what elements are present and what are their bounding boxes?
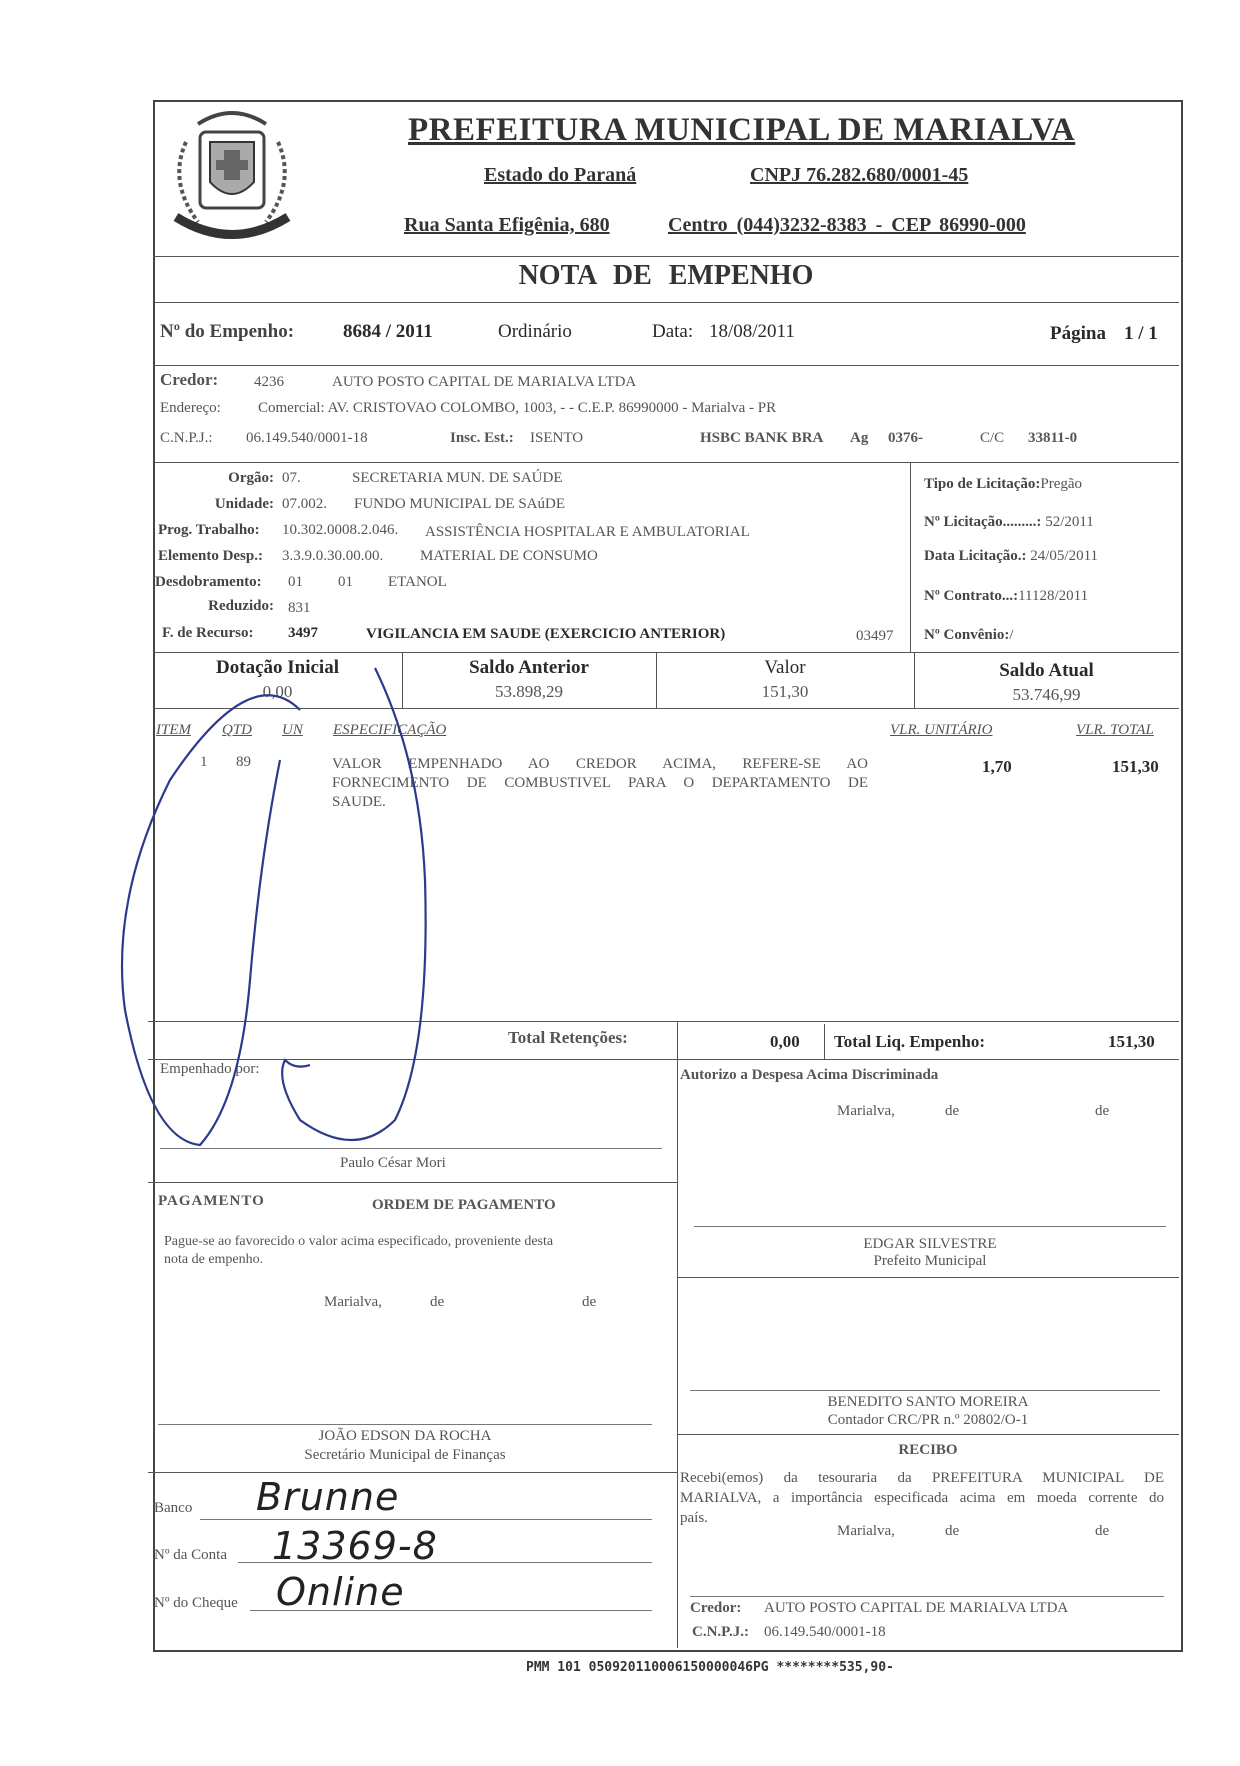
municipality-cnpj: CNPJ 76.282.680/0001-45: [750, 164, 969, 186]
credor-agency: 0376-: [888, 430, 923, 446]
account-label: C/C: [980, 430, 1005, 446]
recibo-de-2: de: [1095, 1523, 1110, 1539]
credor-label: Credor:: [160, 370, 219, 389]
fonte-code: 3497: [288, 625, 318, 641]
licitacao-number: Nº Licitação.........: 52/2011: [924, 514, 1094, 530]
unidade-label: Unidade:: [214, 496, 274, 512]
col-item: ITEM: [156, 722, 191, 738]
orgao-label: Orgão:: [228, 470, 274, 486]
col-qtd: QTD: [222, 722, 253, 738]
credor-cnpj: 06.149.540/0001-18: [246, 430, 368, 446]
desdobramento-code-b: 01: [338, 574, 353, 590]
liquido-value: 151,30: [1108, 1032, 1155, 1051]
empenho-date-label: Data:: [652, 321, 694, 342]
coat-of-arms-logo: [158, 102, 306, 250]
item-description-line2: FORNECIMENTO DE COMBUSTIVEL PARA O DEPARTAMENTO DE: [332, 775, 868, 791]
dotacao-label: Dotação Inicial: [216, 657, 339, 678]
col-unit-value: VLR. UNITÁRIO: [890, 722, 993, 738]
credor-ie: ISENTO: [530, 430, 584, 446]
item-number: 1: [200, 754, 208, 770]
page-label: Página: [1050, 323, 1106, 344]
contador-role: Contador CRC/PR n.º 20802/O-1: [827, 1412, 1029, 1428]
address-label: Endereço:: [160, 400, 221, 416]
credor-account: 33811-0: [1028, 430, 1078, 446]
unidade-code: 07.002.: [282, 496, 327, 512]
dotacao-value: 0,00: [262, 682, 293, 701]
liquido-label: Total Liq. Empenho:: [834, 1032, 985, 1051]
col-especificacao: ESPECIFICAÇÃO: [333, 722, 447, 738]
desdobramento-name: ETANOL: [388, 574, 447, 590]
empenhado-label: Empenhado por:: [160, 1061, 260, 1077]
contador-name: BENEDITO SANTO MOREIRA: [827, 1394, 1029, 1410]
reduzido-value: 831: [288, 600, 311, 616]
item-qtd: 89: [236, 754, 251, 770]
recibo-de-1: de: [945, 1523, 960, 1539]
pagamento-de-1: de: [430, 1294, 445, 1310]
empenho-number: 8684 / 2011: [343, 321, 433, 342]
credor-bank: HSBC BANK BRA: [700, 430, 824, 446]
secretario-name: JOÃO EDSON DA ROCHA: [318, 1428, 492, 1444]
document-title: NOTA DE EMPENHO: [518, 260, 814, 291]
recibo-text-line1: Recebi(emos) da tesouraria da PREFEITURA MUNICIPAL DE: [680, 1470, 1164, 1486]
autorizo-city: Marialva,: [837, 1103, 895, 1119]
ie-label: Insc. Est.:: [450, 430, 514, 446]
saldo-atual-value: 53.746,99: [1012, 685, 1081, 704]
unidade-name: FUNDO MUNICIPAL DE SAúDE: [354, 496, 565, 512]
elemento-name: MATERIAL DE CONSUMO: [420, 548, 598, 564]
convenio-number: Nº Convênio:/: [924, 627, 1014, 643]
agency-label: Ag: [850, 430, 869, 446]
desdobramento-code-a: 01: [288, 574, 303, 590]
recibo-cnpj-label: C.N.P.J.:: [692, 1624, 749, 1640]
saldo-anterior-label: Saldo Anterior: [469, 657, 589, 678]
fonte-label: F. de Recurso:: [162, 625, 254, 641]
fonte-number: 03497: [856, 628, 894, 644]
empenho-label: Nº do Empenho:: [160, 321, 295, 342]
valor-value: 151,30: [761, 682, 809, 701]
autorizo-de-2: de: [1095, 1103, 1110, 1119]
empenhado-name: Paulo César Mori: [340, 1155, 446, 1171]
pagamento-de-2: de: [582, 1294, 597, 1310]
item-unit-value: 1,70: [982, 757, 1012, 776]
ordem-pagamento-title: ORDEM DE PAGAMENTO: [372, 1197, 556, 1213]
fonte-name: VIGILANCIA EM SAUDE (EXERCICIO ANTERIOR): [366, 626, 726, 642]
item-description-line3: SAUDE.: [332, 794, 386, 810]
prefeito-name: EDGAR SILVESTRE: [863, 1236, 997, 1252]
prog-name: ASSISTÊNCIA HOSPITALAR E AMBULATORIAL: [425, 524, 750, 540]
recibo-title: RECIBO: [898, 1442, 958, 1458]
retencoes-label: Total Retenções:: [508, 1028, 628, 1047]
retencoes-value: 0,00: [770, 1032, 800, 1051]
address-street: Rua Santa Efigênia, 680: [404, 214, 610, 236]
banco-handwritten: Brunne: [256, 1475, 400, 1519]
empenho-date: 18/08/2011: [709, 321, 795, 342]
prefeito-role: Prefeito Municipal: [873, 1253, 987, 1269]
recibo-credor-name: AUTO POSTO CAPITAL DE MARIALVA LTDA: [764, 1600, 1069, 1616]
licitacao-tipo: Tipo de Licitação:Pregão: [924, 476, 1083, 492]
secretario-role: Secretário Municipal de Finanças: [304, 1447, 506, 1463]
conta-label: Nº da Conta: [154, 1547, 227, 1563]
col-un: UN: [282, 722, 303, 738]
recibo-cnpj: 06.149.540/0001-18: [764, 1624, 886, 1640]
state-name: Estado do Paraná: [484, 164, 637, 186]
cheque-handwritten: Online: [276, 1570, 405, 1614]
saldo-atual-label: Saldo Atual: [999, 660, 1094, 681]
desdobramento-label: Desdobramento:: [155, 574, 262, 590]
item-total-value: 151,30: [1112, 757, 1159, 776]
elemento-code: 3.3.9.0.30.00.00.: [282, 548, 384, 564]
credor-code: 4236: [254, 374, 284, 390]
valor-label: Valor: [764, 657, 806, 678]
saldo-anterior-value: 53.898,29: [495, 682, 563, 701]
municipality-title: PREFEITURA MUNICIPAL DE MARIALVA: [408, 112, 1076, 148]
autorizo-text: Autorizo a Despesa Acima Discriminada: [680, 1067, 939, 1083]
address-details: Centro (044)3232-8383 - CEP 86990-000: [668, 214, 1026, 236]
recibo-credor-label: Credor:: [690, 1600, 742, 1616]
pagamento-title: PAGAMENTO: [158, 1193, 265, 1209]
cheque-label: Nº do Cheque: [154, 1595, 238, 1611]
recibo-text-line3: país.: [680, 1510, 708, 1526]
credor-name: AUTO POSTO CAPITAL DE MARIALVA LTDA: [332, 374, 637, 390]
machine-code: PMM 101 050920110006150000046PG ********535,90-: [526, 1660, 894, 1675]
autorizo-de-1: de: [945, 1103, 960, 1119]
item-description-line1: VALOR EMPENHADO AO CREDOR ACIMA, REFERE-SE AO: [332, 756, 868, 772]
banco-label: Banco: [154, 1500, 193, 1516]
licitacao-date: Data Licitação.: 24/05/2011: [924, 548, 1099, 564]
pagamento-text-line2: nota de empenho.: [164, 1252, 264, 1267]
prog-label: Prog. Trabalho:: [158, 522, 260, 538]
recibo-city: Marialva,: [837, 1523, 895, 1539]
elemento-label: Elemento Desp.:: [158, 548, 263, 564]
reduzido-label: Reduzido:: [208, 598, 274, 614]
orgao-code: 07.: [282, 470, 301, 486]
orgao-name: SECRETARIA MUN. DE SAÚDE: [352, 470, 563, 486]
cnpj-label: C.N.P.J.:: [160, 430, 213, 446]
credor-address: Comercial: AV. CRISTOVAO COLOMBO, 1003, - - C.E.P. 86990000 - Marialva - PR: [258, 400, 777, 416]
page-number: 1 / 1: [1124, 323, 1158, 344]
empenho-type: Ordinário: [498, 321, 572, 342]
col-total-value: VLR. TOTAL: [1076, 722, 1154, 738]
pagamento-text-line1: Pague-se ao favorecido o valor acima especificado, proveniente desta: [164, 1234, 554, 1249]
recibo-text-line2: MARIALVA, a importância especificada acima em moeda corrente do: [680, 1490, 1164, 1506]
conta-handwritten: 13369-8: [272, 1524, 438, 1568]
contrato-number: Nº Contrato...:11128/2011: [924, 588, 1089, 604]
pagamento-city: Marialva,: [324, 1294, 382, 1310]
prog-code: 10.302.0008.2.046.: [282, 522, 399, 538]
